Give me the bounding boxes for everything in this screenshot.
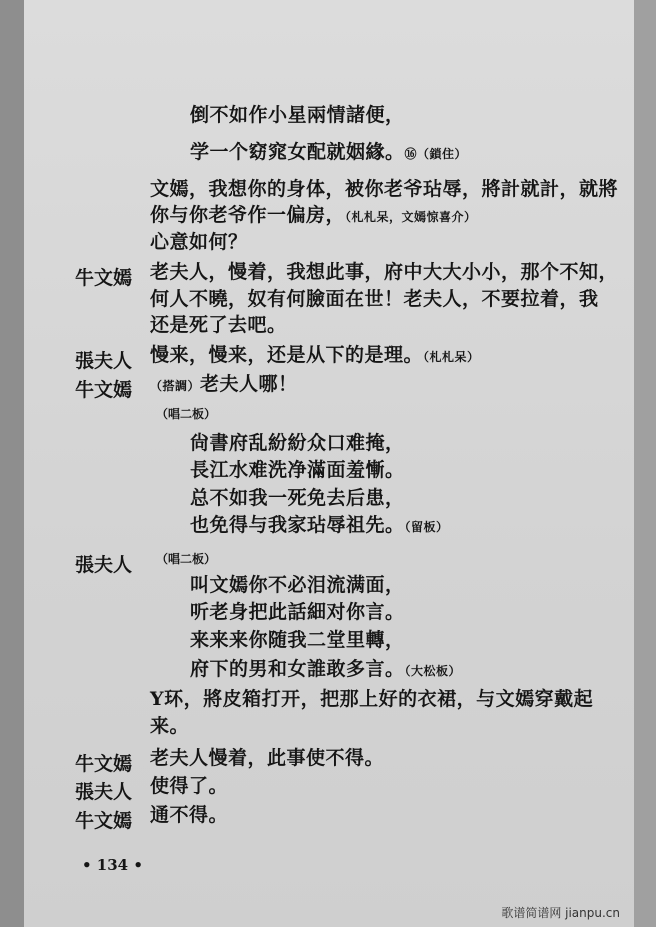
stage-note: ⑯（鎖住） xyxy=(404,147,468,161)
verse-line: 長江水难洗净滿面羞慚。 xyxy=(190,459,405,481)
verse-line: 听老身把此話細对你言。 xyxy=(190,601,405,623)
speaker-name: 張夫人 xyxy=(75,554,133,576)
verse-line: 总不如我一死免去后患， xyxy=(190,487,405,509)
dialogue-line: 慢来，慢来，还是从下的是理。（札札呆） xyxy=(150,344,480,366)
dialogue-line: 文嫣，我想你的身体，被你老爷玷辱，將計就計，就將 xyxy=(150,178,619,200)
dialogue-line: （搭調）老夫人哪！ xyxy=(150,373,298,395)
stage-note: （札札呆） xyxy=(423,350,480,364)
dialogue-line: 你与你老爷作一偏房，（札札呆，文嫣惊喜介） xyxy=(150,204,477,226)
dialogue-line: 来。 xyxy=(150,715,190,737)
stage-note: （唱二板） xyxy=(156,407,217,421)
verse-line: 来来来你随我二堂里轉， xyxy=(190,629,405,651)
dialogue-line: 使得了。 xyxy=(150,775,229,797)
dialogue-line: Y环，將皮箱打开，把那上好的衣裙，与文嫣穿戴起 xyxy=(150,688,594,710)
speaker-name: 張夫人 xyxy=(75,781,133,803)
verse-line: 尙書府乱紛紛众口难掩， xyxy=(190,432,405,454)
page-right-shadow xyxy=(634,0,656,927)
speaker-name: 張夫人 xyxy=(75,350,133,372)
verse-line: 叫文嫣你不必泪流满面， xyxy=(190,574,405,596)
dialogue-line: 何人不曉，奴有何臉面在世！老夫人，不要拉着，我 xyxy=(150,288,599,310)
speaker-name: 牛文嫣 xyxy=(75,810,133,832)
verse-line: 学一个窈窕女配就姻緣。⑯（鎖住） xyxy=(190,141,468,163)
page-number: • 134 • xyxy=(82,856,143,874)
speaker-name: 牛文嫣 xyxy=(75,267,133,289)
stage-note: （札札呆，文嫣惊喜介） xyxy=(345,210,477,224)
site-watermark: 歌谱简谱网 jianpu.cn xyxy=(501,906,620,920)
speaker-name: 牛文嫣 xyxy=(75,753,133,775)
speaker-name: 牛文嫣 xyxy=(75,379,133,401)
verse-line: 府下的男和女誰敢多言。（大松板） xyxy=(190,658,462,680)
dialogue-line: 心意如何？ xyxy=(150,231,248,253)
dialogue-line: 通不得。 xyxy=(150,804,229,826)
verse-line: 也免得与我家玷辱祖先。（留板） xyxy=(190,514,449,536)
verse-line: 倒不如作小星兩情諸便， xyxy=(190,104,405,126)
stage-note: （唱二板） xyxy=(156,552,217,566)
stage-note: （留板） xyxy=(404,520,449,534)
dialogue-line: 老夫人，慢着，我想此事，府中大大小小，那个不知， xyxy=(150,261,619,283)
stage-note: （搭調） xyxy=(150,379,201,393)
dialogue-line: 还是死了去吧。 xyxy=(150,314,287,336)
page-left-shadow xyxy=(0,0,24,927)
dialogue-line: 老夫人慢着，此事使不得。 xyxy=(150,747,385,769)
stage-note: （大松板） xyxy=(404,664,462,678)
